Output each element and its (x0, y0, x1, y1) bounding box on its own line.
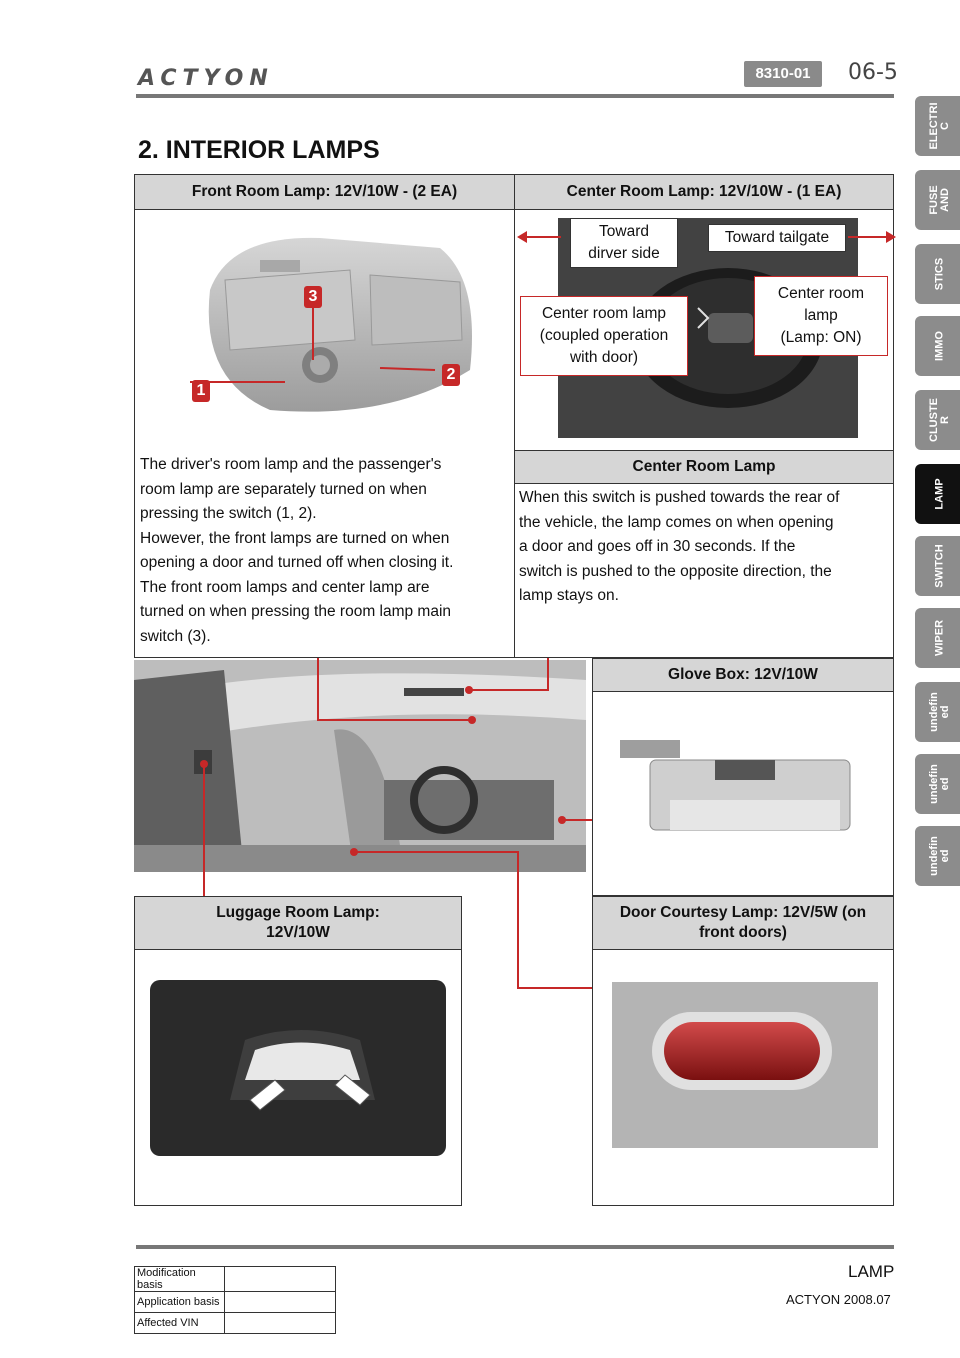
glove-box-lamp-photo (620, 710, 870, 870)
callout-badge-2: 2 (442, 364, 460, 386)
page-title: 2. INTERIOR LAMPS (138, 136, 380, 164)
meta-label: Affected VIN (135, 1313, 225, 1334)
revision-table (134, 1266, 336, 1334)
tab-diagnostics[interactable]: STICS (915, 244, 960, 304)
brand-logo: ACTYON (138, 66, 274, 91)
center-room-sub-header: Center Room Lamp (514, 450, 894, 484)
table-row (135, 1313, 336, 1334)
center-room-description: When this switch is pushed towards the rear of the vehicle, the lamp comes on when opening a door and goes off in 30 seconds. If the switch is pushed to the opposite direction, the lamp stays on. (519, 489, 840, 604)
footer-model-date: ACTYON 2008.07 (786, 1292, 891, 1307)
tab-undefined-2[interactable]: undefin ed (915, 754, 960, 814)
page-number: 06-5 (848, 60, 898, 85)
front-room-header: Front Room Lamp: 12V/10W - (2 EA) (134, 174, 515, 210)
callout-badge-1: 1 (192, 380, 210, 402)
table-row (135, 1267, 336, 1292)
callout-toward-driver: Toward dirver side (570, 218, 678, 268)
bottom-divider (136, 1245, 894, 1249)
tab-cluster[interactable]: CLUSTE R (915, 390, 960, 450)
tab-electric[interactable]: ELECTRI C (915, 96, 960, 156)
callout-lamp-on: Center room lamp (Lamp: ON) (754, 276, 888, 356)
meta-label: Modification basis (135, 1267, 225, 1292)
center-room-header: Center Room Lamp: 12V/10W - (1 EA) (514, 174, 894, 210)
tab-lamp[interactable]: LAMP (915, 464, 960, 524)
section-code-badge: 8310-01 (744, 61, 822, 87)
tab-fuse[interactable]: FUSE AND (915, 170, 960, 230)
tab-immo[interactable]: IMMO (915, 316, 960, 376)
tab-wiper[interactable]: WIPER (915, 608, 960, 668)
table-row (135, 1292, 336, 1313)
luggage-room-lamp-photo (150, 980, 446, 1156)
callout-toward-tailgate: Toward tailgate (708, 224, 846, 252)
front-room-description: The driver's room lamp and the passenger's room lamp are separately turned on when pressing the switch (1, 2). However, the front lamps are turned on when opening a door and turned off when closing it. The front room lamps and center lamp are turned on when pressing the room lamp main switch (3). (140, 456, 454, 645)
tab-undefined-1[interactable]: undefin ed (915, 682, 960, 742)
meta-value (225, 1267, 336, 1292)
tab-undefined-3[interactable]: undefin ed (915, 826, 960, 886)
meta-label: Application basis (135, 1292, 225, 1313)
luggage-room-header: Luggage Room Lamp: 12V/10W (134, 896, 462, 950)
callout-coupled-operation: Center room lamp (coupled operation with door) (520, 296, 688, 376)
footer-section-label: LAMP (848, 1262, 895, 1281)
glove-box-header: Glove Box: 12V/10W (592, 658, 894, 692)
door-courtesy-lamp-photo (612, 982, 878, 1148)
door-courtesy-header: Door Courtesy Lamp: 12V/5W (on front doors) (592, 896, 894, 950)
meta-value (225, 1292, 336, 1313)
callout-badge-3: 3 (304, 286, 322, 308)
meta-value (225, 1313, 336, 1334)
tab-switch[interactable]: SWITCH (915, 536, 960, 596)
